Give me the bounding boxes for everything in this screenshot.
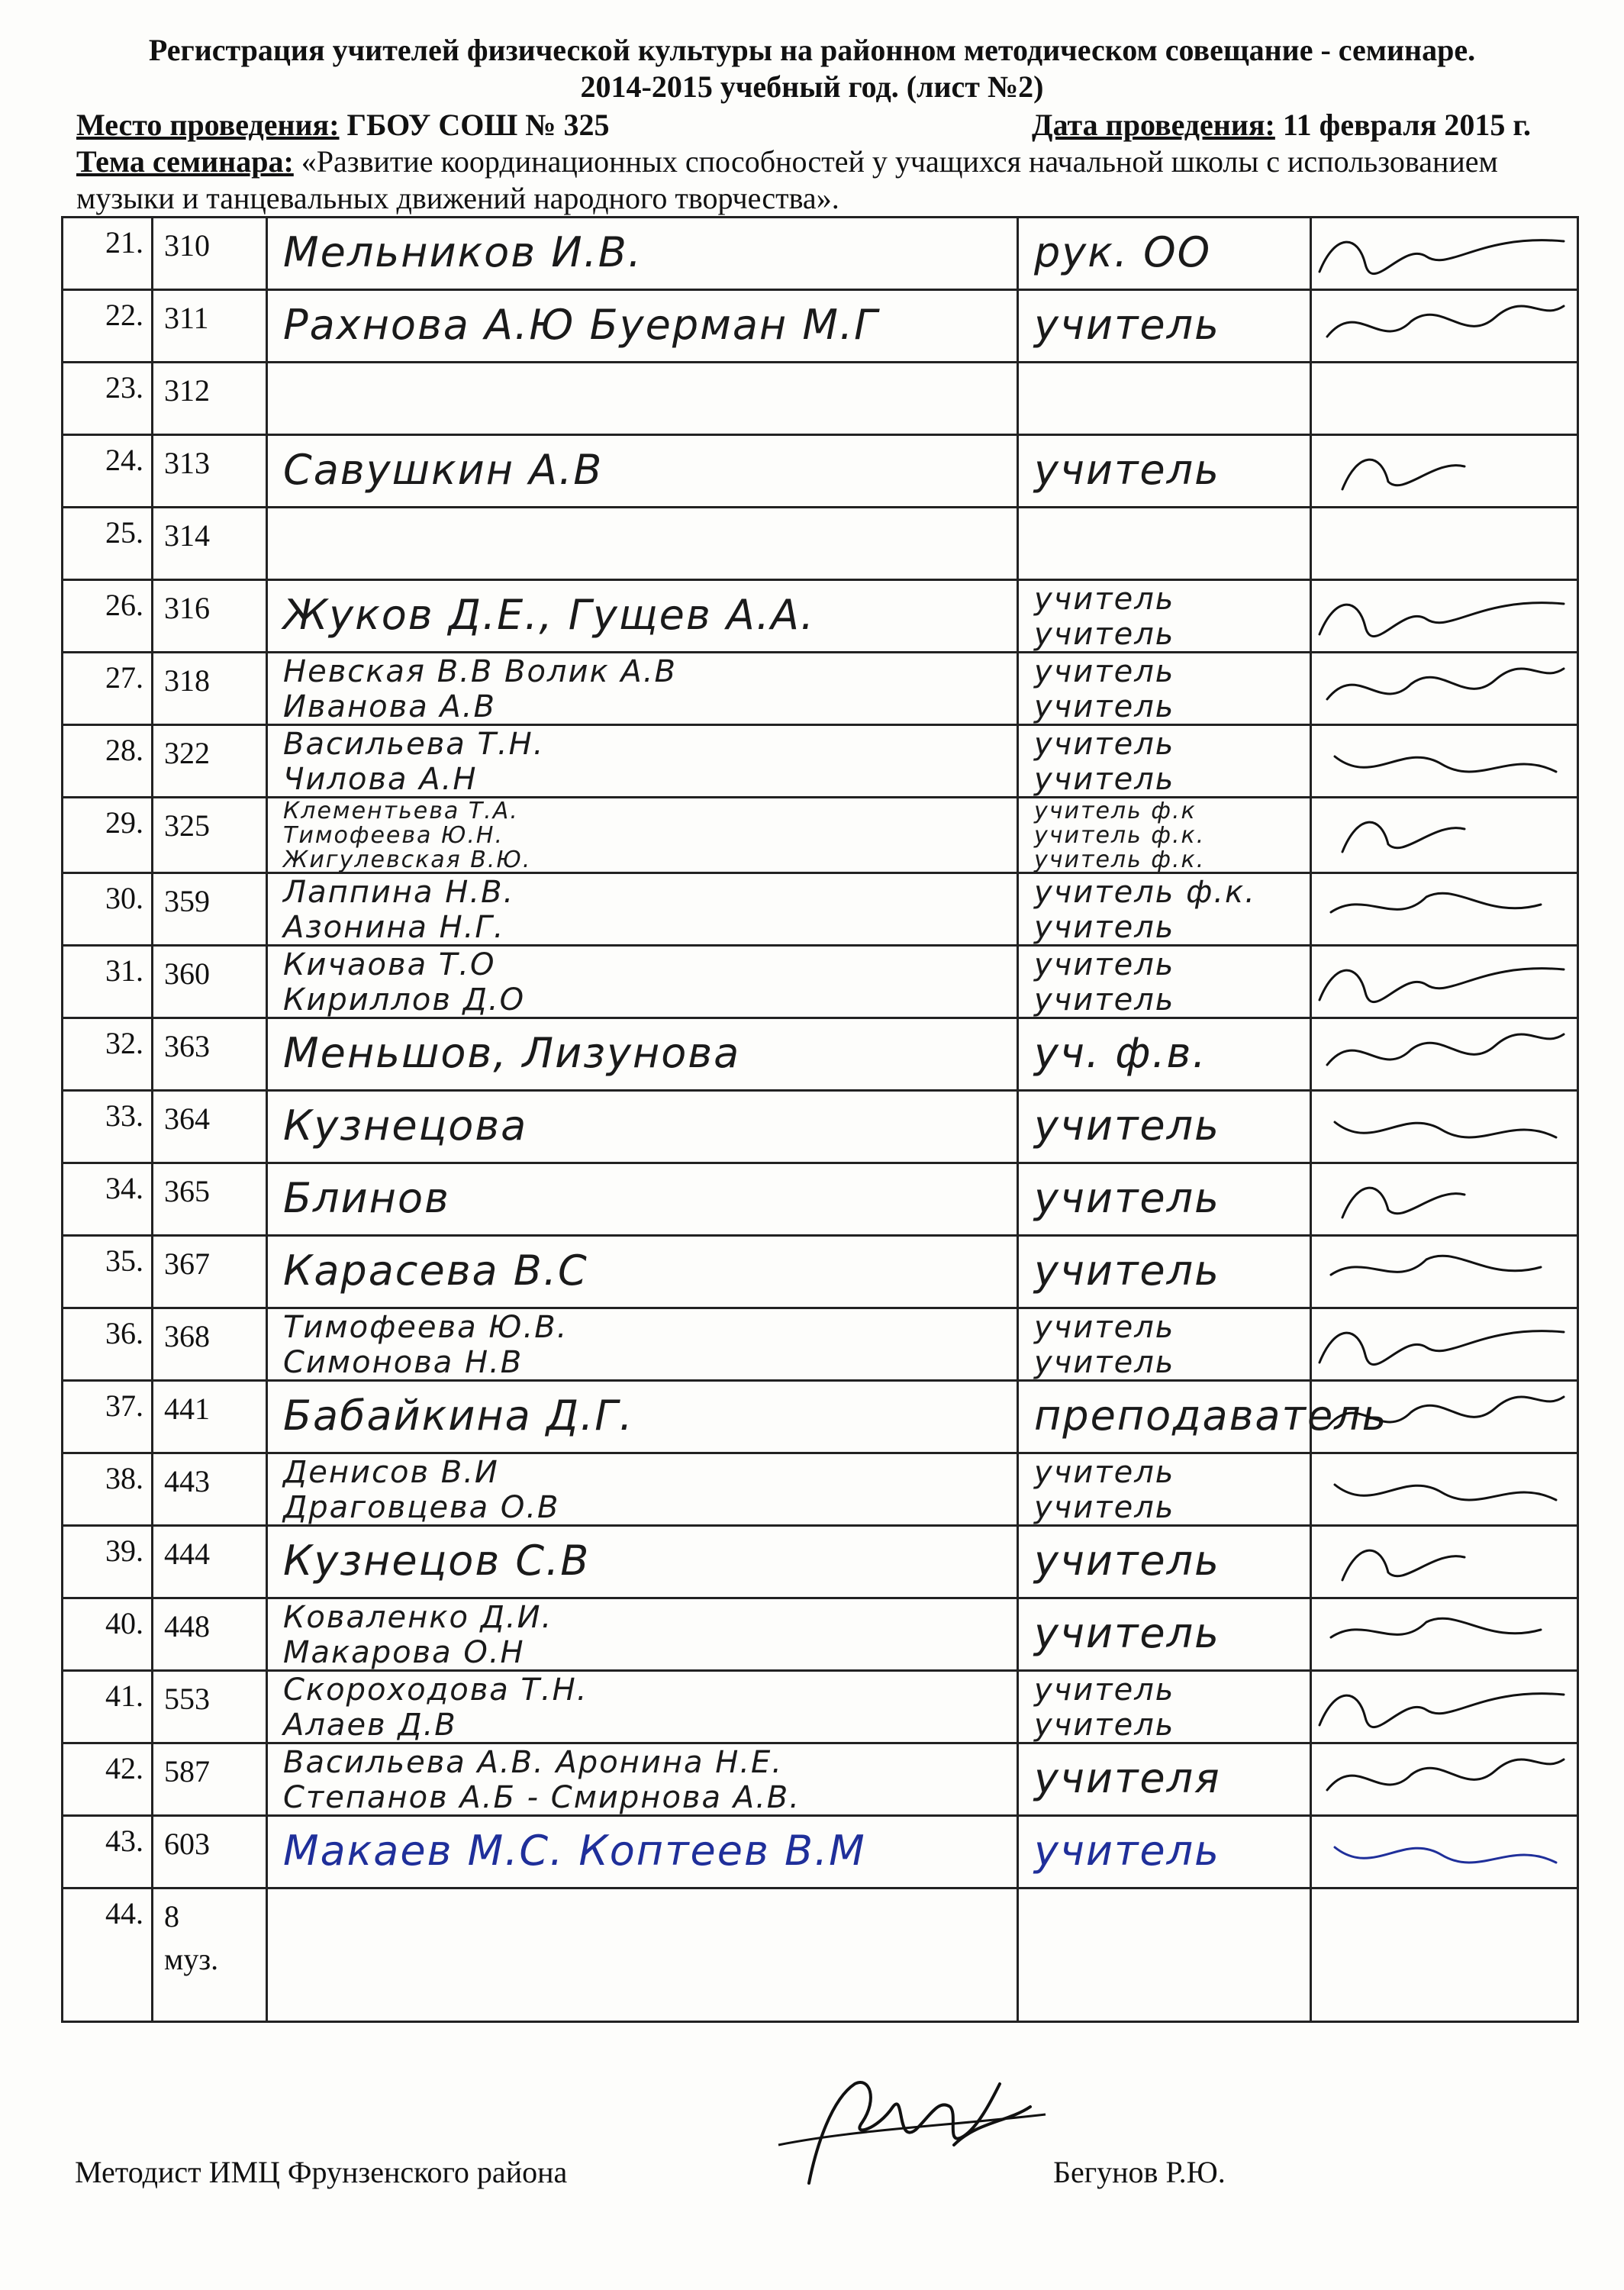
row-number: 42. bbox=[105, 1751, 143, 1785]
participant-position: учитель bbox=[1034, 689, 1175, 724]
school-number: 443 bbox=[164, 1464, 210, 1498]
table-row bbox=[63, 1091, 1578, 1163]
school-cell bbox=[153, 1598, 267, 1671]
school-cell bbox=[153, 1381, 267, 1453]
school-number: 603 bbox=[164, 1827, 210, 1861]
row-number: 27. bbox=[105, 660, 143, 695]
school-number: 364 bbox=[164, 1101, 210, 1136]
table-row bbox=[63, 873, 1578, 946]
participant-name: Коваленко Д.И. bbox=[283, 1600, 553, 1635]
signature-cell bbox=[1311, 1598, 1578, 1671]
signature-cell bbox=[1311, 725, 1578, 798]
signature-scribble bbox=[1312, 1817, 1579, 1887]
signature-cell bbox=[1311, 508, 1578, 580]
row-number-cell bbox=[63, 1308, 153, 1381]
table-row bbox=[63, 1018, 1578, 1091]
table-row bbox=[63, 653, 1578, 725]
participant-name: Бабайкина Д.Г. bbox=[283, 1392, 634, 1440]
row-number: 28. bbox=[105, 733, 143, 767]
row-number-cell bbox=[63, 798, 153, 873]
table-row bbox=[63, 1816, 1578, 1888]
signature-cell bbox=[1311, 1091, 1578, 1163]
date-value: 11 февраля 2015 г. bbox=[1282, 108, 1531, 142]
school-cell bbox=[153, 1308, 267, 1381]
participant-name: Иванова А.В bbox=[283, 689, 496, 724]
participant-position: учитель bbox=[1034, 654, 1175, 689]
row-number: 30. bbox=[105, 881, 143, 915]
signature-scribble bbox=[1312, 1092, 1579, 1162]
position-cell bbox=[1018, 363, 1311, 435]
table-row bbox=[63, 218, 1578, 290]
participant-name: Макарова О.Н bbox=[283, 1635, 525, 1670]
participant-position: учитель ф.к. bbox=[1034, 822, 1206, 849]
school-number: 310 bbox=[164, 228, 210, 263]
signature-scribble bbox=[1312, 798, 1579, 869]
names-cell bbox=[267, 218, 1018, 290]
school-cell bbox=[153, 946, 267, 1018]
school-cell bbox=[153, 435, 267, 508]
position-cell bbox=[1018, 1888, 1311, 2022]
date-line bbox=[1032, 107, 1531, 144]
participant-name: Скороходова Т.Н. bbox=[283, 1672, 588, 1708]
signature-cell bbox=[1311, 290, 1578, 363]
school-number: 322 bbox=[164, 736, 210, 770]
participant-name: Рахнова А.Ю Буерман М.Г bbox=[283, 301, 879, 349]
row-number: 23. bbox=[105, 370, 143, 405]
signature-scribble bbox=[1312, 1382, 1579, 1452]
signature-cell bbox=[1311, 1163, 1578, 1236]
signature-cell bbox=[1311, 1453, 1578, 1526]
participant-position: учитель bbox=[1034, 947, 1175, 982]
participant-name: Тимофеева Ю.В. bbox=[283, 1310, 569, 1345]
row-number-cell bbox=[63, 290, 153, 363]
school-number: 444 bbox=[164, 1537, 210, 1571]
participant-position: учитель bbox=[1034, 1827, 1220, 1875]
position-cell bbox=[1018, 1526, 1311, 1598]
school-cell bbox=[153, 1163, 267, 1236]
participant-name: Невская В.В Волик А.В bbox=[283, 654, 677, 689]
participant-position: учитель bbox=[1034, 1708, 1175, 1743]
signature-cell bbox=[1311, 1381, 1578, 1453]
row-number-cell bbox=[63, 580, 153, 653]
methodist-signature bbox=[763, 2053, 1053, 2198]
row-number: 44. bbox=[105, 1896, 143, 1930]
table-row bbox=[63, 798, 1578, 873]
signature-cell bbox=[1311, 1743, 1578, 1816]
table-row bbox=[63, 580, 1578, 653]
school-number: 318 bbox=[164, 663, 210, 698]
participant-name: Симонова Н.В bbox=[283, 1345, 524, 1380]
signature-scribble bbox=[1312, 1237, 1579, 1307]
school-number: 448 bbox=[164, 1609, 210, 1643]
names-cell bbox=[267, 946, 1018, 1018]
row-number: 21. bbox=[105, 225, 143, 260]
row-number-cell bbox=[63, 1598, 153, 1671]
participant-position: учитель ф.к bbox=[1034, 798, 1197, 824]
position-cell bbox=[1018, 1018, 1311, 1091]
row-number-cell bbox=[63, 1091, 153, 1163]
table-row bbox=[63, 1671, 1578, 1743]
position-cell bbox=[1018, 1236, 1311, 1308]
row-number-cell bbox=[63, 435, 153, 508]
document-title: Регистрация учителей физической культуры на районном методическом совещание - семинаре. bbox=[148, 33, 1476, 67]
school-cell bbox=[153, 725, 267, 798]
school-cell bbox=[153, 580, 267, 653]
participant-position: учитель bbox=[1034, 1672, 1175, 1708]
position-cell bbox=[1018, 218, 1311, 290]
school-number: 360 bbox=[164, 956, 210, 991]
row-number-cell bbox=[63, 1743, 153, 1816]
names-cell bbox=[267, 1308, 1018, 1381]
participant-position: учитель bbox=[1034, 727, 1175, 762]
signature-cell bbox=[1311, 873, 1578, 946]
participant-name: Макаев М.С. Коптеев В.М bbox=[283, 1827, 866, 1875]
table-row bbox=[63, 508, 1578, 580]
signature-scribble bbox=[1312, 726, 1579, 796]
row-number: 24. bbox=[105, 443, 143, 477]
signature-scribble bbox=[1312, 291, 1579, 361]
school-cell bbox=[153, 218, 267, 290]
signature-scribble bbox=[1312, 1672, 1579, 1742]
row-number: 37. bbox=[105, 1389, 143, 1423]
row-number: 41. bbox=[105, 1679, 143, 1713]
row-number-cell bbox=[63, 363, 153, 435]
row-number: 36. bbox=[105, 1316, 143, 1350]
participant-name: Жигулевская В.Ю. bbox=[283, 847, 532, 873]
participant-name: Мельников И.В. bbox=[283, 228, 643, 276]
school-cell bbox=[153, 1743, 267, 1816]
participant-name: Савушкин А.В bbox=[283, 446, 604, 494]
participant-position: учитель bbox=[1034, 1490, 1175, 1525]
participant-position: учитель bbox=[1034, 1455, 1175, 1490]
school-cell bbox=[153, 1671, 267, 1743]
signature-cell bbox=[1311, 1526, 1578, 1598]
school-cell bbox=[153, 1816, 267, 1888]
participant-name: Карасева В.С bbox=[283, 1247, 588, 1295]
participant-position: учитель bbox=[1034, 982, 1175, 1018]
participant-name: Алаев Д.В bbox=[283, 1708, 457, 1743]
names-cell bbox=[267, 1888, 1018, 2022]
signature-scribble bbox=[1312, 874, 1579, 944]
names-cell bbox=[267, 1816, 1018, 1888]
position-cell bbox=[1018, 435, 1311, 508]
participant-name: Кичаова Т.О bbox=[283, 947, 496, 982]
participant-name: Драговцева О.В bbox=[283, 1490, 560, 1525]
school-number: 553 bbox=[164, 1682, 210, 1716]
school-cell bbox=[153, 1888, 267, 2022]
names-cell bbox=[267, 363, 1018, 435]
school-number: 311 bbox=[164, 301, 209, 335]
row-number-cell bbox=[63, 725, 153, 798]
school-number: 316 bbox=[164, 591, 210, 625]
table-row bbox=[63, 363, 1578, 435]
names-cell bbox=[267, 290, 1018, 363]
table-row bbox=[63, 1453, 1578, 1526]
school-cell bbox=[153, 1236, 267, 1308]
position-cell bbox=[1018, 580, 1311, 653]
signature-scribble bbox=[1312, 653, 1579, 724]
position-cell bbox=[1018, 798, 1311, 873]
signature-cell bbox=[1311, 1236, 1578, 1308]
participant-position: учитель bbox=[1034, 1174, 1220, 1222]
position-cell bbox=[1018, 1671, 1311, 1743]
position-cell bbox=[1018, 1453, 1311, 1526]
table-row bbox=[63, 435, 1578, 508]
participant-position: учитель bbox=[1034, 617, 1175, 652]
signature-scribble bbox=[1312, 1309, 1579, 1379]
participant-position: рук. ОО bbox=[1034, 228, 1212, 276]
signature-cell bbox=[1311, 1018, 1578, 1091]
school-number: 314 bbox=[164, 518, 210, 553]
signature-scribble bbox=[1312, 947, 1579, 1017]
participant-position: преподаватель bbox=[1034, 1392, 1388, 1440]
table-row bbox=[63, 1526, 1578, 1598]
table-row bbox=[63, 1236, 1578, 1308]
participant-name: Васильева Т.Н. bbox=[283, 727, 545, 762]
signature-cell bbox=[1311, 1888, 1578, 2022]
school-cell bbox=[153, 798, 267, 873]
table-row bbox=[63, 1888, 1578, 2022]
row-number: 38. bbox=[105, 1461, 143, 1495]
position-cell bbox=[1018, 725, 1311, 798]
topic-value: «Развитие координационных способностей у учащихся начальной школы с использованием музыки и танцевальных движений народного творчества». bbox=[76, 144, 1498, 215]
participant-name: Чилова А.Н bbox=[283, 762, 478, 797]
table-row bbox=[63, 1308, 1578, 1381]
methodist-name: Бегунов Р.Ю. bbox=[1053, 2155, 1226, 2189]
names-cell bbox=[267, 508, 1018, 580]
signature-scribble bbox=[1312, 1527, 1579, 1597]
school-cell bbox=[153, 290, 267, 363]
signature-cell bbox=[1311, 435, 1578, 508]
row-number: 22. bbox=[105, 298, 143, 332]
school-number: 587 bbox=[164, 1754, 210, 1788]
table-row bbox=[63, 1163, 1578, 1236]
row-number: 33. bbox=[105, 1098, 143, 1133]
school-cell bbox=[153, 873, 267, 946]
participant-position: учитель bbox=[1034, 301, 1220, 349]
signature-cell bbox=[1311, 580, 1578, 653]
participant-position: учитель ф.к. bbox=[1034, 875, 1256, 910]
row-number: 32. bbox=[105, 1026, 143, 1060]
participant-position: учитель bbox=[1034, 1345, 1175, 1380]
participant-name: Денисов В.И bbox=[283, 1455, 499, 1490]
position-cell bbox=[1018, 1381, 1388, 1453]
row-number-cell bbox=[63, 218, 153, 290]
school-number: 8 муз. bbox=[164, 1899, 219, 1976]
row-number: 43. bbox=[105, 1824, 143, 1858]
participant-position: учитель bbox=[1034, 1310, 1175, 1345]
school-number: 368 bbox=[164, 1319, 210, 1353]
participant-name: Тимофеева Ю.Н. bbox=[283, 822, 504, 849]
table-row bbox=[63, 1381, 1578, 1453]
participant-position: учитель bbox=[1034, 446, 1220, 494]
names-cell bbox=[267, 1018, 1018, 1091]
position-cell bbox=[1018, 290, 1311, 363]
row-number: 25. bbox=[105, 515, 143, 550]
row-number-cell bbox=[63, 1453, 153, 1526]
school-cell bbox=[153, 1453, 267, 1526]
participant-name: Блинов bbox=[283, 1174, 450, 1222]
participant-position: учитель ф.к. bbox=[1034, 847, 1206, 873]
date-label: Дата проведения: bbox=[1032, 108, 1275, 142]
row-number: 35. bbox=[105, 1243, 143, 1278]
venue-label: Место проведения: bbox=[76, 108, 340, 142]
school-cell bbox=[153, 1526, 267, 1598]
signature-scribble bbox=[1312, 1019, 1579, 1089]
position-cell bbox=[1018, 1308, 1311, 1381]
participant-position: учитель bbox=[1034, 1247, 1220, 1295]
names-cell bbox=[267, 1091, 1018, 1163]
row-number-cell bbox=[63, 1888, 153, 2022]
school-number: 312 bbox=[164, 373, 210, 408]
participant-name: Кузнецов С.В bbox=[283, 1537, 591, 1585]
school-cell bbox=[153, 363, 267, 435]
names-cell bbox=[267, 1598, 1018, 1671]
participant-name: Жуков Д.Е., Гущев А.А. bbox=[283, 591, 816, 639]
row-number-cell bbox=[63, 1381, 153, 1453]
signature-cell bbox=[1311, 1816, 1578, 1888]
signature-scribble bbox=[1312, 581, 1579, 651]
names-cell bbox=[267, 1163, 1018, 1236]
participant-name: Васильева А.В. Аронина Н.Е. bbox=[283, 1745, 783, 1780]
position-cell bbox=[1018, 1163, 1311, 1236]
row-number-cell bbox=[63, 508, 153, 580]
school-cell bbox=[153, 653, 267, 725]
school-number: 363 bbox=[164, 1029, 210, 1063]
table-row bbox=[63, 725, 1578, 798]
school-number: 359 bbox=[164, 884, 210, 918]
participant-position: учитель bbox=[1034, 910, 1175, 945]
row-number-cell bbox=[63, 1816, 153, 1888]
participant-name: Кириллов Д.О bbox=[283, 982, 526, 1018]
participant-position: учитель bbox=[1034, 1101, 1220, 1150]
school-number: 441 bbox=[164, 1392, 210, 1426]
names-cell bbox=[267, 1381, 1018, 1453]
names-cell bbox=[267, 1453, 1018, 1526]
position-cell bbox=[1018, 1816, 1311, 1888]
row-number: 40. bbox=[105, 1606, 143, 1640]
methodist-label: Методист ИМЦ Фрунзенского района bbox=[75, 2155, 568, 2189]
participant-name: Кузнецова bbox=[283, 1101, 528, 1150]
school-cell bbox=[153, 508, 267, 580]
table-row bbox=[63, 1598, 1578, 1671]
school-number: 313 bbox=[164, 446, 210, 480]
venue-line bbox=[76, 107, 609, 144]
position-cell bbox=[1018, 1598, 1311, 1671]
school-cell bbox=[153, 1091, 267, 1163]
topic-label: Тема семинара: bbox=[76, 144, 294, 179]
school-cell bbox=[153, 1018, 267, 1091]
signature-cell bbox=[1311, 218, 1578, 290]
row-number-cell bbox=[63, 873, 153, 946]
participant-position: учитель bbox=[1034, 582, 1175, 617]
names-cell bbox=[267, 1671, 1018, 1743]
participant-name: Клементьева Т.А. bbox=[283, 798, 519, 824]
signature-cell bbox=[1311, 946, 1578, 1018]
school-number: 367 bbox=[164, 1247, 210, 1281]
row-number: 29. bbox=[105, 805, 143, 840]
row-number: 34. bbox=[105, 1171, 143, 1205]
signature-scribble bbox=[1312, 1164, 1579, 1234]
participant-position: учителя bbox=[1034, 1754, 1221, 1802]
participant-position: уч. ф.в. bbox=[1034, 1029, 1207, 1077]
participant-name: Азонина Н.Г. bbox=[283, 910, 505, 945]
signature-scribble bbox=[1312, 436, 1579, 506]
topic-line bbox=[76, 144, 1564, 217]
school-number: 365 bbox=[164, 1174, 210, 1208]
position-cell bbox=[1018, 946, 1311, 1018]
signature-scribble bbox=[1312, 1599, 1579, 1669]
table-row bbox=[63, 946, 1578, 1018]
names-cell bbox=[267, 435, 1018, 508]
names-cell bbox=[267, 580, 1018, 653]
names-cell bbox=[267, 653, 1018, 725]
position-cell bbox=[1018, 653, 1311, 725]
position-cell bbox=[1018, 873, 1311, 946]
position-cell bbox=[1018, 1091, 1311, 1163]
participant-name: Меньшов, Лизунова bbox=[283, 1029, 741, 1077]
row-number: 26. bbox=[105, 588, 143, 622]
names-cell bbox=[267, 1236, 1018, 1308]
signature-cell bbox=[1311, 798, 1578, 873]
names-cell bbox=[267, 798, 1018, 873]
position-cell bbox=[1018, 1743, 1311, 1816]
names-cell bbox=[267, 1743, 1018, 1816]
row-number-cell bbox=[63, 1018, 153, 1091]
signature-scribble bbox=[1312, 1744, 1579, 1814]
participant-position: учитель bbox=[1034, 1609, 1220, 1657]
signature-cell bbox=[1311, 653, 1578, 725]
names-cell bbox=[267, 1526, 1018, 1598]
row-number-cell bbox=[63, 946, 153, 1018]
signature-scribble bbox=[1312, 1454, 1579, 1524]
row-number-cell bbox=[63, 1163, 153, 1236]
participant-name: Степанов А.Б - Смирнова А.В. bbox=[283, 1780, 801, 1815]
participant-position: учитель bbox=[1034, 1537, 1220, 1585]
school-number: 325 bbox=[164, 808, 210, 843]
participant-name: Лаппина Н.В. bbox=[283, 875, 515, 910]
row-number: 31. bbox=[105, 953, 143, 988]
signature-cell bbox=[1311, 1671, 1578, 1743]
row-number-cell bbox=[63, 1526, 153, 1598]
registration-table bbox=[61, 216, 1579, 2023]
signature-cell bbox=[1311, 363, 1578, 435]
names-cell bbox=[267, 873, 1018, 946]
row-number-cell bbox=[63, 1236, 153, 1308]
signature-scribble bbox=[1312, 218, 1579, 289]
signature-cell bbox=[1311, 1308, 1578, 1381]
row-number: 39. bbox=[105, 1534, 143, 1568]
document-subtitle: 2014-2015 учебный год. (лист №2) bbox=[580, 69, 1044, 104]
names-cell bbox=[267, 725, 1018, 798]
participant-position: учитель bbox=[1034, 762, 1175, 797]
position-cell bbox=[1018, 508, 1311, 580]
table-row bbox=[63, 290, 1578, 363]
row-number-cell bbox=[63, 653, 153, 725]
venue-value: ГБОУ СОШ № 325 bbox=[346, 108, 610, 142]
table-row bbox=[63, 1743, 1578, 1816]
row-number-cell bbox=[63, 1671, 153, 1743]
